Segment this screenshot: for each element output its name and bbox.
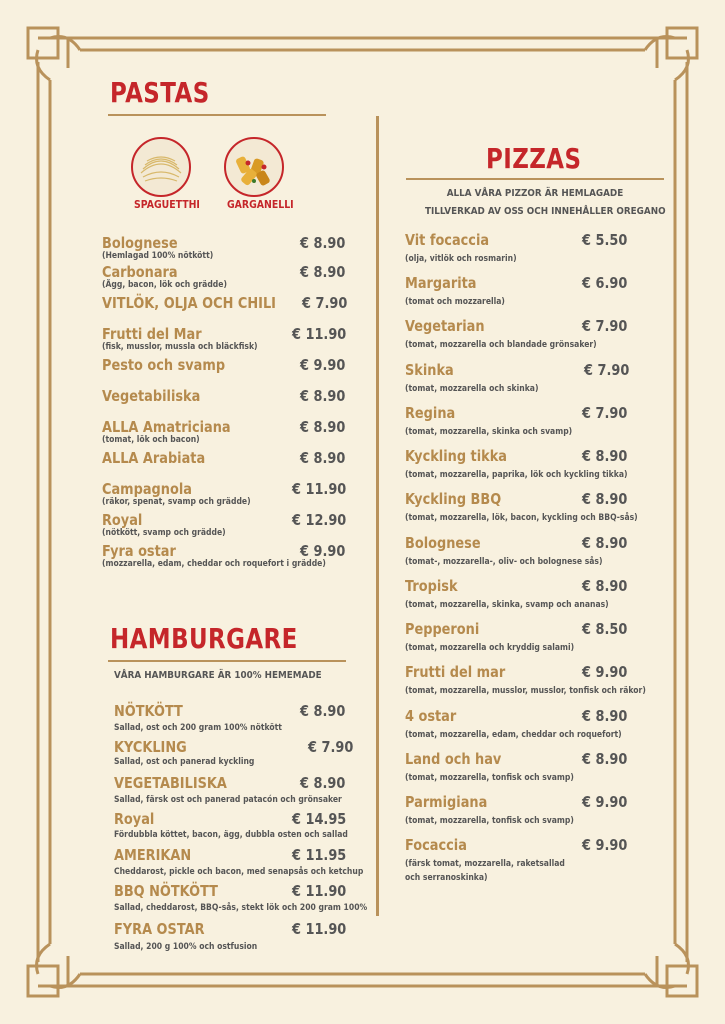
burger-desc: Sallad, 200 g 100% och ostfusion (114, 942, 258, 952)
pasta-price: € 8.90 (300, 263, 346, 281)
pizza-price: € 9.90 (582, 793, 628, 811)
pizza-price: € 9.90 (582, 836, 628, 854)
pasta-price: € 12.90 (292, 511, 347, 529)
pasta-price: € 8.90 (300, 418, 346, 436)
pizza-price: € 6.90 (582, 274, 628, 292)
pizza-price: € 5.50 (582, 231, 628, 249)
pasta-desc: (räkor, spenat, svamp och grädde) (102, 497, 251, 507)
pizza-desc: (tomat, mozzarella, tonfisk och svamp) (405, 773, 574, 783)
pizza-price: € 7.90 (584, 361, 630, 379)
pizza-name: Vit focaccia (405, 231, 490, 249)
pizza-price: € 8.90 (582, 707, 628, 725)
pizza-desc: (tomat och mozzarella) (405, 297, 505, 307)
pizza-desc: (tomat, mozzarella, edam, cheddar och roquefort) (405, 730, 622, 740)
pizza-name: Kyckling tikka (405, 447, 508, 465)
burger-desc: Fördubbla köttet, bacon, ägg, dubbla osten och sallad (114, 830, 348, 840)
hamburgare-intro: VÅRA HAMBURGARE ÄR 100% HEMEMADE (114, 670, 322, 681)
pizza-name: Tropisk (405, 577, 458, 595)
pizza-desc: (tomat-, mozzarella-, oliv- och bolognese sås) (405, 557, 603, 567)
pizza-price: € 8.50 (582, 620, 628, 638)
burger-name: KYCKLING (114, 738, 187, 756)
pizzas-rule (406, 178, 664, 180)
burger-price: € 11.90 (292, 882, 347, 900)
pizza-price: € 7.90 (582, 317, 628, 335)
pizza-name: Pepperoni (405, 620, 480, 638)
pasta-desc: (Ägg, bacon, lök och grädde) (102, 280, 227, 290)
pizzas-title: PIZZAS (486, 142, 582, 175)
burger-desc: Sallad, cheddarost, BBQ-sås, stekt lök och 200 gram 100% (114, 903, 368, 913)
pizza-desc: (tomat, mozzarella och blandade grönsaker) (405, 340, 597, 350)
pasta-name: Frutti del Mar (102, 325, 202, 343)
burger-name: VEGETABILISKA (114, 774, 227, 792)
pizza-name: Vegetarian (405, 317, 485, 335)
burger-name: BBQ NÖTKÖTT (114, 882, 218, 900)
burger-name: AMERIKAN (114, 846, 192, 864)
burger-desc: Sallad, ost och 200 gram 100% nötkött (114, 723, 282, 733)
burger-price: € 8.90 (300, 702, 346, 720)
pizza-price: € 8.90 (582, 490, 628, 508)
pizza-name: Land och hav (405, 750, 502, 768)
column-divider (376, 116, 379, 916)
pizza-name: Frutti del mar (405, 663, 506, 681)
pizza-desc: (färsk tomat, mozzarella, raketsallad (405, 859, 565, 869)
pasta-name: Royal (102, 511, 143, 529)
pasta-price: € 9.90 (300, 542, 346, 560)
pizza-desc: (olja, vitlök och rosmarin) (405, 254, 517, 264)
pizza-desc: (tomat, mozzarella, skinka och svamp) (405, 427, 573, 437)
pastas-rule (108, 114, 326, 116)
pizza-name: Regina (405, 404, 456, 422)
hamburgare-rule (108, 660, 346, 662)
burger-name: FYRA OSTAR (114, 920, 205, 938)
pasta-price: € 9.90 (300, 356, 346, 374)
burger-desc: Sallad, ost och panerad kyckling (114, 757, 255, 767)
pasta-desc: (tomat, lök och bacon) (102, 435, 200, 445)
pasta-desc: (mozzarella, edam, cheddar och roquefort i grädde) (102, 559, 326, 569)
pizza-name: 4 ostar (405, 707, 457, 725)
pasta-price: € 8.90 (300, 234, 346, 252)
burger-name: NÖTKÖTT (114, 702, 183, 720)
burger-price: € 14.95 (292, 810, 347, 828)
pasta-name: ALLA Amatriciana (102, 418, 231, 436)
pizza-desc: (tomat, mozzarella, musslor, musslor, tonfisk och räkor) (405, 686, 646, 696)
pizzas-intro-line2: TILLVERKAD AV OSS OCH INNEHÅLLER OREGANO (425, 206, 666, 217)
burger-price: € 11.90 (292, 920, 347, 938)
spaghetti-icon (131, 137, 191, 197)
pasta-desc: (Hemlagad 100% nötkött) (102, 251, 214, 261)
pizza-name: Focaccia (405, 836, 467, 854)
pasta-desc: (fisk, musslor, mussla och bläckfisk) (102, 342, 258, 352)
burger-name: Royal (114, 810, 155, 828)
spaghetti-label: SPAGUETTHI (134, 198, 200, 211)
pizza-name: Skinka (405, 361, 454, 379)
pizza-desc: (tomat, mozzarella och skinka) (405, 384, 539, 394)
pasta-name: Carbonara (102, 263, 178, 281)
pizza-desc: (tomat, mozzarella och kryddig salami) (405, 643, 575, 653)
garganelli-label: GARGANELLI (227, 198, 294, 211)
hamburgare-title: HAMBURGARE (110, 622, 298, 655)
pizza-name: Kyckling BBQ (405, 490, 502, 508)
pizza-name: Margarita (405, 274, 477, 292)
pasta-price: € 8.90 (300, 387, 346, 405)
pasta-name: Campagnola (102, 480, 192, 498)
burger-price: € 8.90 (300, 774, 346, 792)
pizza-price: € 7.90 (582, 404, 628, 422)
pasta-price: € 11.90 (292, 325, 347, 343)
pasta-name: ALLA Arabiata (102, 449, 206, 467)
burger-desc: Cheddarost, pickle och bacon, med senapsås och ketchup (114, 867, 364, 877)
pasta-name: Vegetabiliska (102, 387, 201, 405)
pasta-price: € 11.90 (292, 480, 347, 498)
pizza-price: € 8.90 (582, 750, 628, 768)
pasta-price: € 8.90 (300, 449, 346, 467)
pasta-desc: (nötkött, svamp och grädde) (102, 528, 226, 538)
pizza-price: € 8.90 (582, 577, 628, 595)
pastas-title: PASTAS (110, 76, 210, 109)
pasta-name: Fyra ostar (102, 542, 176, 560)
pizza-name: Parmigiana (405, 793, 488, 811)
pasta-name: VITLÖK, OLJA OCH CHILI (102, 294, 276, 312)
burger-price: € 7.90 (308, 738, 354, 756)
pizzas-intro-line1: ALLA VÅRA PIZZOR ÄR HEMLAGADE (446, 188, 624, 199)
pizza-desc: (tomat, mozzarella, tonfisk och svamp) (405, 816, 574, 826)
pizza-price: € 9.90 (582, 663, 628, 681)
pizza-name: Bolognese (405, 534, 481, 552)
pizza-desc: (tomat, mozzarella, paprika, lök och kyckling tikka) (405, 470, 628, 480)
pizza-desc-line2: och serranoskinka) (405, 873, 488, 883)
pizza-price: € 8.90 (582, 534, 628, 552)
garganelli-icon (224, 137, 284, 197)
pizza-desc: (tomat, mozzarella, skinka, svamp och ananas) (405, 600, 609, 610)
burger-price: € 11.95 (292, 846, 347, 864)
pizza-price: € 8.90 (582, 447, 628, 465)
pizza-desc: (tomat, mozzarella, lök, bacon, kyckling och BBQ-sås) (405, 513, 638, 523)
burger-desc: Sallad, färsk ost och panerad patacón och grönsaker (114, 795, 342, 805)
pasta-name: Pesto och svamp (102, 356, 226, 374)
pasta-name: Bolognese (102, 234, 178, 252)
pasta-price: € 7.90 (302, 294, 348, 312)
